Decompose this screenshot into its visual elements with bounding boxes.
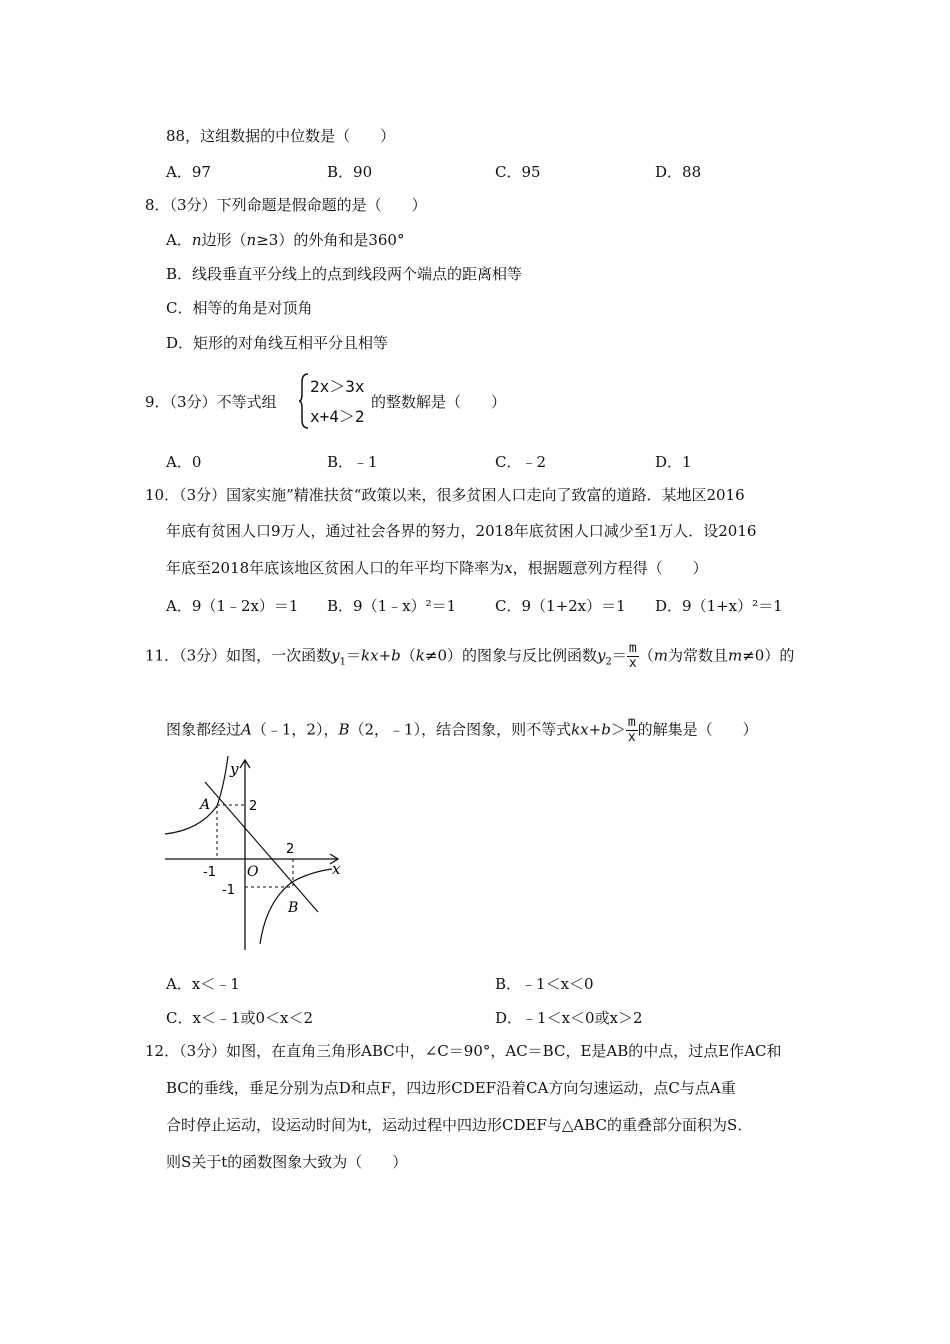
tick-x-2: 2 [286, 842, 295, 857]
q10-option-b[interactable]: B．9（1﹣x）²＝1 [327, 597, 457, 615]
q11-line2-post: 的解集是（ ） [637, 720, 758, 739]
q11-option-b[interactable]: B．﹣1＜x＜0 [495, 975, 594, 993]
q11-fraction-m-over-x-2: $\frac{m}{x}$ [627, 715, 636, 745]
q11-line2-pre: 图象都经过 [166, 720, 242, 739]
q10-line3-text: 年底至2018年底该地区贫困人口的年平均下降率为 [166, 559, 505, 577]
q11-line1-post: 为常数且 [667, 646, 728, 665]
q10-var-x: x [504, 559, 513, 577]
q9-inequality-2: x+4＞2 [310, 407, 365, 426]
q9-option-d[interactable]: D．1 [655, 453, 692, 471]
q11-line1-end: 的 [779, 646, 795, 665]
q10-line3-text2: ，根据题意列方程得（ ） [512, 559, 708, 577]
q8-option-c[interactable]: C．相等的角是对顶角 [166, 299, 313, 317]
q12-stem-line1: 12．（3分）如图，在直角三角形ABC中，∠C＝90°，AC＝BC，E是AB的中点，过点E作AC和 [145, 1042, 782, 1060]
q8-var-n2: n [246, 231, 257, 249]
q11-option-c[interactable]: C．x＜﹣1或0＜x＜2 [166, 1009, 314, 1027]
q9-stem-pre: 9．（3分）不等式组 [145, 393, 277, 411]
q8-option-b[interactable]: B．线段垂直平分线上的点到线段两个端点的距离相等 [166, 265, 523, 283]
label-origin: O [247, 864, 259, 880]
q8-stem: 8．（3分）下列命题是假命题的是（ ） [145, 196, 427, 214]
label-x: x [332, 860, 341, 878]
q7-option-c[interactable]: C．95 [495, 163, 541, 181]
q11-stem-line2: 图象都经过A（﹣1，2），B（2，﹣1），结合图象，则不等式kx+b＞ $\frac{m}{x}$ 的解集是（ ） [166, 715, 758, 745]
q11-point-b: （2，﹣1），结合图象，则不等式 [349, 720, 572, 739]
label-point-b: B [288, 900, 299, 916]
hyperbola-left-branch [165, 756, 228, 834]
q10-stem-line1: 10．（3分）国家实施”精准扶贫“政策以来，很多贫困人口走向了致富的道路．某地区2016 [145, 486, 745, 504]
q12-stem-line2: BC的垂线，垂足分别为点D和点F，四边形CDEF沿着CA方向匀速运动，点C与点A重 [166, 1079, 736, 1097]
q7-option-a[interactable]: A．97 [166, 163, 211, 181]
q8-option-a-text2: ≥3）的外角和是360° [256, 231, 405, 249]
label-y: y [230, 760, 239, 778]
tick-y-neg1: -1 [222, 883, 235, 898]
q9-brace-icon [298, 372, 310, 430]
label-point-a: A [200, 797, 211, 813]
q8-option-d[interactable]: D．矩形的对角线互相平分且相等 [166, 334, 389, 352]
q11-option-a[interactable]: A．x＜﹣1 [166, 975, 240, 993]
q10-option-d[interactable]: D．9（1+x）²＝1 [655, 597, 783, 615]
q8-option-a[interactable] [166, 230, 404, 250]
q8-option-a-label: A． [166, 231, 192, 249]
q9-option-c[interactable]: C．﹣2 [495, 453, 547, 471]
q11-line1-mid: 的图象与反比例函数 [462, 646, 598, 665]
q9-option-a[interactable]: A．0 [166, 453, 202, 471]
q7-option-d[interactable]: D．88 [655, 163, 702, 181]
q8-var-n: n [191, 231, 202, 249]
q9-stem-post: 的整数解是（ ） [371, 393, 507, 411]
q7-option-b[interactable]: B．90 [327, 163, 373, 181]
q11-line1-pre: 11．（3分）如图，一次函数 [145, 646, 332, 665]
q7-stem-continuation: 88，这组数据的中位数是（ ） [166, 127, 396, 145]
tick-y-2: 2 [249, 799, 258, 814]
q8-option-a-text1: 边形（ [201, 231, 247, 249]
q11-stem-line1: 11．（3分）如图，一次函数$y_1=kx+b(k\ne 0)$的图象与反比例函数$y_2=$ $\frac{m}{x}$ （m为常数且m≠0）的 [145, 641, 795, 671]
q10-option-a[interactable]: A．9（1﹣2x）＝1 [166, 597, 299, 615]
q11-fraction-m-over-x: $\frac{m}{x}$ [628, 641, 637, 671]
tick-x-neg1: -1 [203, 865, 216, 880]
q12-stem-line4: 则S关于t的函数图象大致为（ ） [166, 1153, 408, 1171]
q11-point-a: （﹣1，2）， [251, 720, 339, 739]
q11-function-graph [160, 752, 350, 957]
q9-option-b[interactable]: B．﹣1 [327, 453, 378, 471]
q10-option-c[interactable]: C．9（1+2x）＝1 [495, 597, 626, 615]
q11-option-d[interactable]: D．﹣1＜x＜0或x＞2 [495, 1009, 643, 1027]
q12-stem-line3: 合时停止运动，设运动时间为t，运动过程中四边形CDEF与△ABC的重叠部分面积为S． [166, 1116, 753, 1134]
q10-stem-line3 [166, 558, 708, 578]
q9-inequality-1: 2x＞3x [310, 377, 365, 396]
q10-stem-line2: 年底有贫困人口9万人，通过社会各界的努力，2018年底贫困人口减少至1万人．设2016 [166, 522, 757, 540]
